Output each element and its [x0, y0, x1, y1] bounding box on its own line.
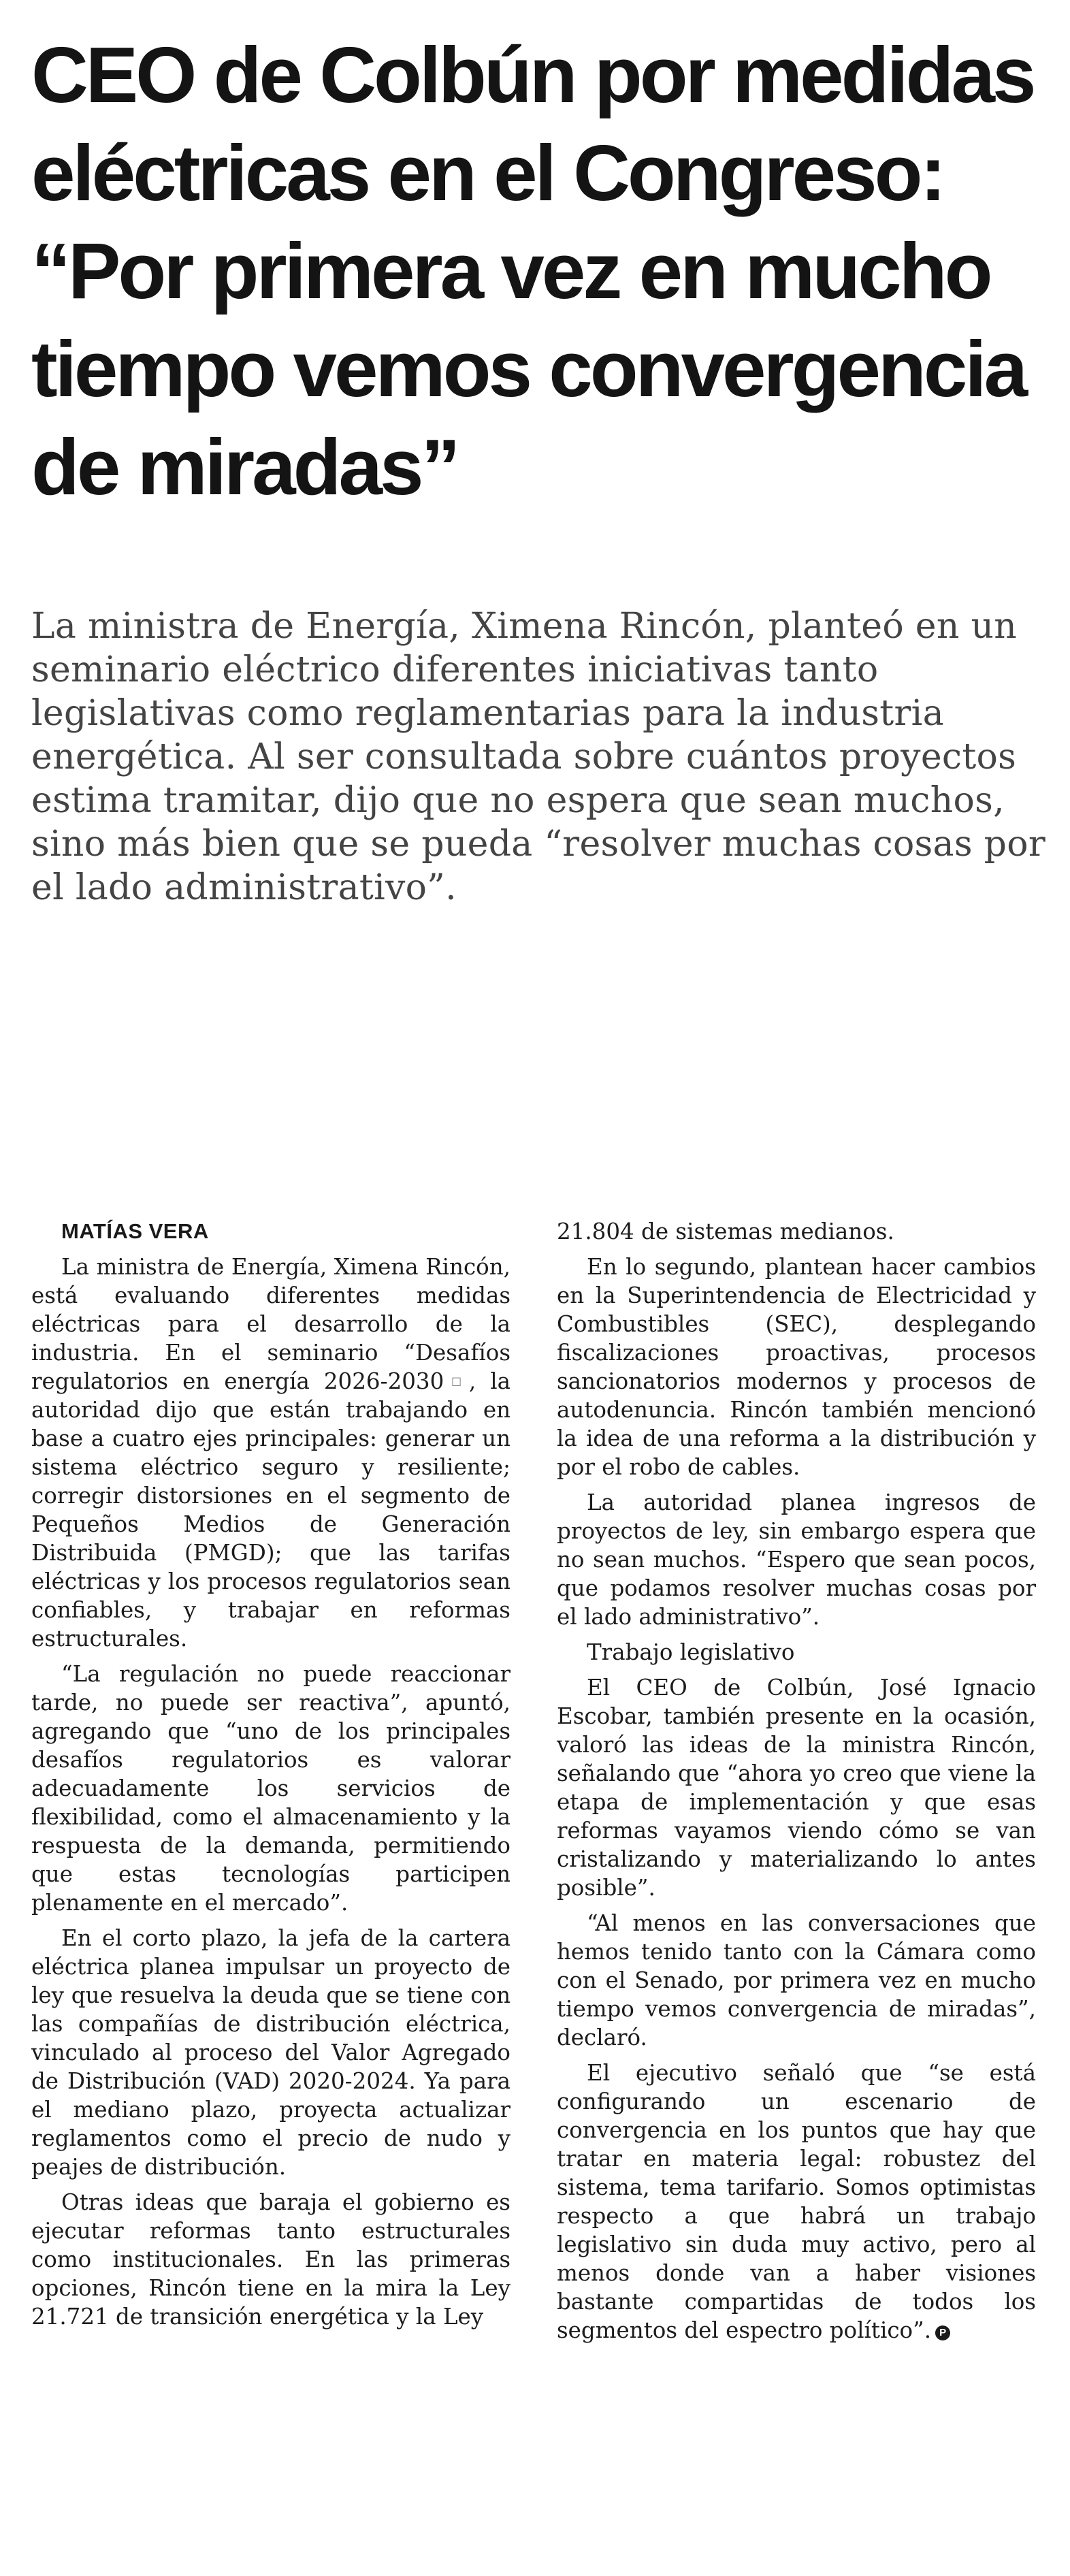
body-paragraph: Otras ideas que baraja el gobierno es ejecutar reformas tanto estructurales como institucionales. En las primeras opciones, Rincón tiene en la mira la Ley 21.721 de transición energética y la Ley [31, 2189, 510, 2330]
article-deck: La ministra de Energía, Ximena Rincón, planteó en un seminario eléctrico diferentes iniciativas tanto legislativas como reglamentarias para la industria energética. Al ser consultada sobre cuántos proyectos estima tramitar, dijo que no espera que sean muchos, sino más bien que se pueda “resolver muchas cosas por el lado administrativo”. [31, 606, 1046, 908]
body-paragraph [31, 1253, 510, 1653]
body-paragraph-continued: 21.804 de sistemas medianos. [557, 1219, 894, 1244]
body-paragraph: La autoridad planea ingresos de proyectos de ley, sin embargo espera que no sean muchos. “Espero que sean pocos, que podamos resolver muchas cosas por el lado administrativo”. [557, 1490, 1036, 1630]
paragraph-text: El ejecutivo señaló que “se está configurando un escenario de convergencia en los puntos que hay que tratar en materia legal: robustez del sistema, tema tarifario. Somos optimistas respecto a que habrá un trabajo legislativo sin duda muy activo, pero al menos donde van a haber visiones bastante compartidas de todos los segmentos del espectro político”. [557, 2060, 1036, 2343]
body-paragraph: En lo segundo, plantean hacer cambios en la Superintendencia de Electricidad y Combustibles (SEC), desplegando fiscalizaciones proactivas, procesos sancionatorios modernos y procesos de autodenuncia. Rincón también mencionó la idea de una reforma a la distribución y por el robo de cables. [557, 1254, 1036, 1480]
body-paragraph: “La regulación no puede reaccionar tarde, no puede ser reactiva”, apuntó, agregando que “uno de los principales desafíos regulatorios es valorar adecuadamente los servicios de flexibilidad, como el almacenamiento y la respuesta de la demanda, permitiendo que estas tecnologías participen plenamente en el mercado”. [31, 1661, 510, 1916]
end-of-article-icon: P [935, 2325, 950, 2340]
article-column-left [31, 1217, 510, 2338]
paragraph-text: , la autoridad dijo que están trabajando en base a cuatro ejes principales: generar un sistema eléctrico seguro y resiliente; corregir distorsiones en el segmento de Pequeños Medios de Generación Distribuida (PMGD); que las tarifas eléctricas y los procesos regulatorios sean confiables, y trabajar en reformas estructurales. [31, 1368, 510, 1652]
body-paragraph: “Al menos en las conversaciones que hemos tenido tanto con la Cámara como con el Senado, por primera vez en mucho tiempo vemos convergencia de miradas”, declaró. [557, 1910, 1036, 2050]
article-column-right [557, 1217, 1036, 2351]
section-subhead: Trabajo legislativo [587, 1639, 795, 1665]
paragraph-text: La ministra de Energía, Ximena Rincón, está evaluando diferentes medidas eléctricas para el desarrollo de la industria. En el seminario “Desafíos regulatorios en energía 2026-2030 [31, 1254, 510, 1394]
byline: MATÍAS VERA [61, 1219, 209, 1243]
body-paragraph: En el corto plazo, la jefa de la cartera eléctrica planea impulsar un proyecto de ley que resuelva la deuda que se tiene con las compañías de distribución eléctrica, vinculado al proceso del Valor Agregado de Distribución (VAD) 2020-2024. Ya para el mediano plazo, proyecta actualizar reglamentos como el precio de nudo y peajes de distribución. [31, 1925, 510, 2180]
inline-mark: □ [444, 1374, 469, 1387]
body-paragraph: El CEO de Colbún, José Ignacio Escobar, también presente en la ocasión, valoró las ideas de la ministra Rincón, señalando que “ahora yo creo que viene la etapa de implementación y que esas reformas vayamos viendo cómo se van cristalizando y materializando lo antes posible”. [557, 1675, 1036, 1901]
article-headline: CEO de Colbún por medidas eléctricas en el Congreso: “Por primera vez en mucho tiempo vemos convergencia de miradas” [31, 31, 1034, 511]
body-paragraph [557, 2059, 1036, 2345]
